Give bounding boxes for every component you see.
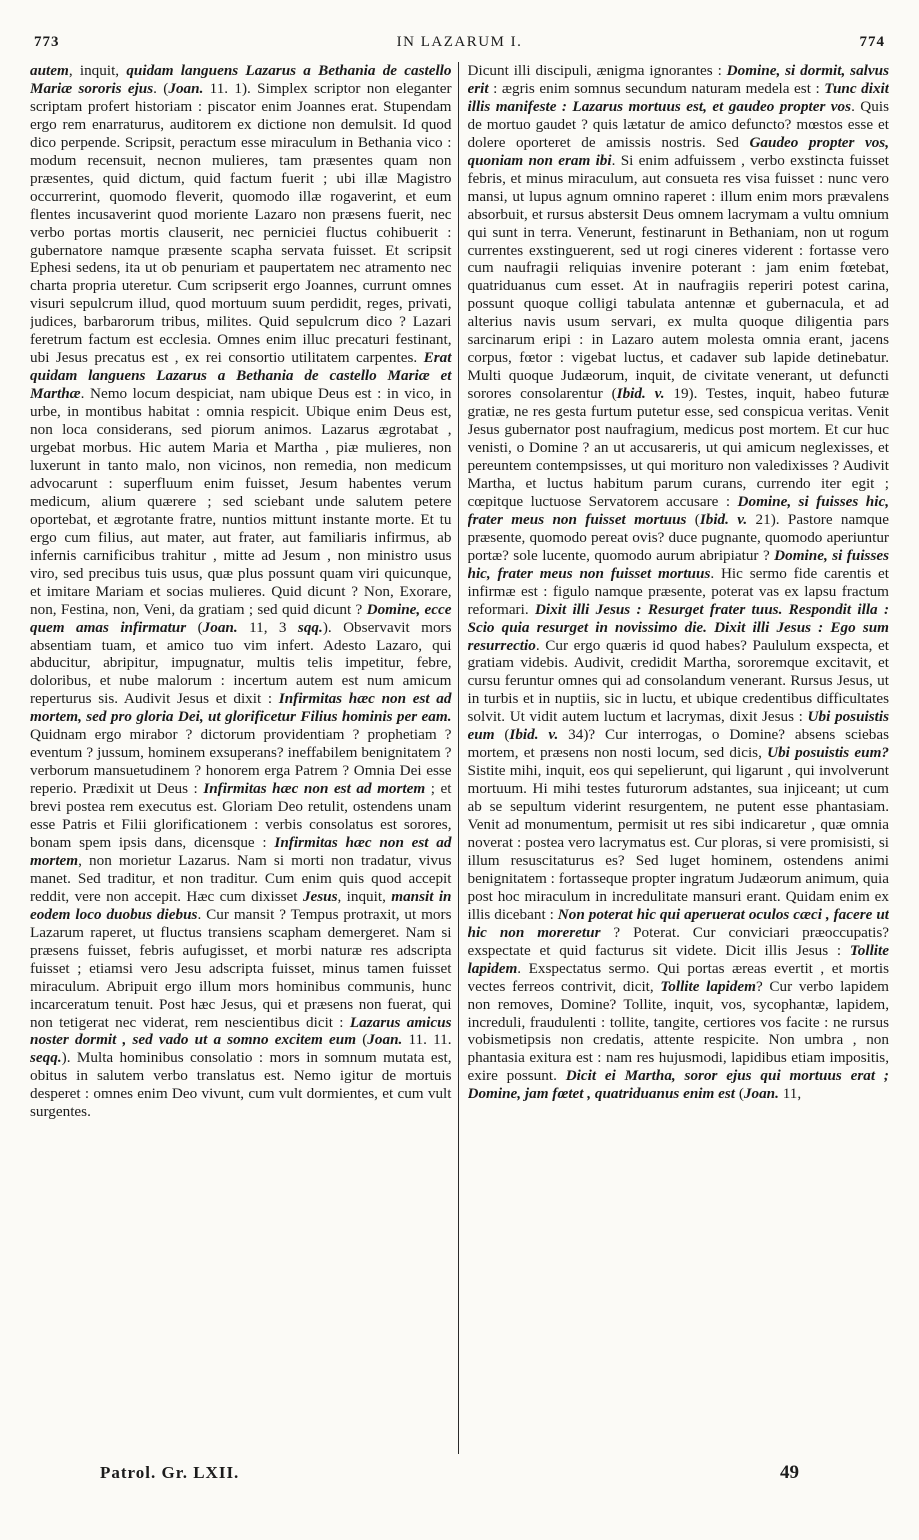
page-number-right: 774	[859, 34, 885, 50]
text-columns	[30, 62, 889, 1460]
column-right-text: Dicunt illi discipuli, ænigma ignorantes : Domine, si dormit, salvus erit : ægris enim somnus secundum naturam medela est : Tunc dixit illis manifeste : Lazarus mortuus est, et gaudeo propter vos. Quis de mortuo gaudet ? quis lætatur de amico defuncto? mœstos esse et dolere oporteret de amissis nostris. Sed Gaudeo propter vos, quoniam non eram ibi. Si enim adfuissem , verbo exstincta fuisset febris, et minus miraculum, aut consueta res visa fuisset : nunc vero mansi, ut lupus agnum omnino raperet : illum enim mors prævalens absorbuit, et rursus abstersit Deus omnem lacrymam a vultu omnium qui sunt in terra. Venerunt, festinarunt in Bethaniam, non ut rogum currentes exstinguerent, sed ut rogi cineres viderent : fortasse vero cum naufragii reliquias invenire poterant : jam enim fœtebat, quatriduanus cum esset. At in naufragiis reperiri potest carina, possunt quoque colligi tabulata antennæ et gubernacula, et ad alterius navis usum servari, ex multa quoque diligentia pars sarcinarum eripi : in Lazaro autem molesta omnia erant, jacens corpus, fœtor : vigebat luctus, et cadaver sub lapide detinebatur. Multi quoque Judæorum, inquit, de civitate venerant, ut defuncti sorores consolarentur (Ibid. v. 19). Testes, inquit, habeo futuræ gratiæ, ne res gesta furtum putetur esse, sed conspicua veritas. Venit Jesus gubernator post naufragium, medicus post mortem. Et cur huc venisti, o Domine ? an ut accusareris, ut qui amicum neglexisses, et pereuntem contempsisses, ut qui morituro non valedixisses ? Audivit Martha, et luctus habitum parum curans, currendo iter egit ; cœpitque luctuose Servatorem accusare : Domine, si fuisses hic, frater meus non fuisset mortuus (Ibid. v. 21). Pastore namque præsente, quomodo pereat ovis? duce pugnante, quomodo aperiuntur portæ? sole lucente, quomodo aurum abripiatur ? Domine, si fuisses hic, frater meus non fuisset mortuus. Hic sermo fide carentis et infirmæ est : figulo namque præsente, poterat vas ex lapsu fractum reformari. Dixit illi Jesus : Resurget frater tuus. Respondit illa : Scio quia resurget in novissimo die. Dixit illi Jesus : Ego sum resurrectio. Cur ergo quæris id quod habes? Paululum exspecta, et gratiam videbis. Audivit, credidit Martha, sororemque excitavit, et cursu feruntur omnes qui ad consolandum venerant. Rursus Jesus, ut in turbis et in nuptiis, sic in luctu, et ubique credentibus difficultates solvit. Ut vidit autem luctum et lacrymas, dixit Jesus : Ubi posuistis eum (Ibid. v. 34)? Cur interrogas, o Domine? absens sciebas mortem, et præsens non nosti locum, sed dicis, Ubi posuistis eum? Sistite mihi, inquit, eos qui sepelierunt, qui ligarunt , qui involverunt mortuum. Hi mihi testes futurorum adstantes, sua injiceant; ut cum ab se sepultum viderint resurgentem, ne putent esse phantasiam. Venit ad monumentum, permisit ut res sibi indicaretur , quæ omnia noverat : postea vero lacrymatus est. Cur ploras, si vere promisisti, si illum resuscitaturus es? Sed luget hominem, ostendens animi benignitatem : fortasseque propter ingratum Judæorum animum, quia post hoc miraculum in incredulitate mansuri erant. Quidam enim ex illis dicebant : Non poterat hic qui aperuerat oculos cæci , facere ut hic non moreretur ? Poterat. Cur conviciari præoccupatis? exspectate et quid facturus sit videte. Dicit illis Jesus : Tollite lapidem. Exspectatus sermo. Qui portas æreas evertit , et mortis vectes ferreos contrivit, dicit, Tollite lapidem? Cur verbo lapidem non removes, Domine? Tollite, inquit, vos, sycophantæ, lapidem, increduli, fraudulenti : tollite, tangite, certiores vos facite : ne rursus vobismetipsis non credatis, attente respicite. Non umbra , non phantasia exitura est : nam res hujusmodi, lapidibus etiam impositis, exire possunt. Dicit ei Martha, soror ejus qui mortuus erat ; Domine, jam fœtet , quatriduanus enim est (Joan. 11,	[467, 62, 889, 1103]
column-left-text: autem, inquit, quidam languens Lazarus a Bethania de castello Mariæ sororis ejus. (Joan. 11. 1). Simplex scriptor non eleganter scriptam profert historiam : piscator enim Joannes erat. Stupendam ergo rem enarraturus, auditorem ex dictione non demulsit. Id quod dico perpende. Scripsit, peractum esse miraculum in Bethania vico : modum recensuit, necnon mulieres, tam præsentes quam non præsentes, quid dictum, quid factum fuerit ; ubi illæ Magistro occurrerint, quomodo fleverit, quomodo illæ rogaverint, et eum flentes incusaverint quod moriente Lazaro non præsens fuerit, nec verbo portas mortis clauserit, nec perniciei fluctus cohibuerit : gubernatore namque præsente scapha servata fuisset. Et scripsit Ephesi sedens, ita ut ob penuriam et paupertatem nec atramento nec charta propria uteretur. Cum scripserit ergo Joannes, currunt omnes visuri sepulcrum illud, quod mortuum suum perdidit, reges, privati, judices, barbarorum tribus, milites. Quid sepulcrum dico ? Lazari feretrum factum est ecclesia. Omnes enim illuc precaturi festinant, ubi Jesus precatus est , ex rei consortio utilitatem carpentes. Erat quidam languens Lazarus a Bethania de castello Mariæ et Marthæ. Nemo locum despiciat, nam ubique Deus est : in vico, in urbe, in montibus habitat : omnia respicit. Ubique enim Deus est, non loca considerans, sed piorum animos. Lazarus ægrotabat , urgebat morbus. Hic autem Maria et Martha , piæ mulieres, non luxerunt in tanto malo, non vicinos, non remedia, non medicum advocarunt : superfluum enim fuisset, Jesum habentes verum medicum, alium quærere ; sed sciebant unde salutem petere oportebat, et ægrotante fratre, nuntios mittunt instante morte. Et tu ergo cum filius, aut mater, aut frater, aut familiaris infirmus, ab infernis carnificibus trahitur , mitte ad Jesum , non ministro usus viro, sed precibus tuis usus, quæ plus possunt quam viri quicunque, et imitare Mariam et socias mulieres. Quid dicunt ? Non, Exorare, non, Festina, non, Veni, da gratiam ; sed quid dicunt ? Domine, ecce quem amas infirmatur (Joan. 11, 3 sqq.). Observavit mors absentiam tuam, et amico tuo vim infert. Adesto Lazaro, qui abducitur, abripitur, impugnatur, multis telis impetitur, febre, doloribus, et nube malorum : incertum autem est num amicum reperturus sis. Audivit Jesus et dixit : Infirmitas hæc non est ad mortem, sed pro gloria Dei, ut glorificetur Filius hominis per eam. Quidnam ergo mirabor ? dictorum providentiam ? prophetiam ? eventum ? jussum, hominem exsuperans? ineffabilem benignitatem ? verborum mansuetudinem ? honorem erga Patrem ? Omnia Dei esse reperio. Prædixit ut Deus : Infirmitas hæc non est ad mortem ; et brevi postea rem executus est. Gloriam Deo retulit, ostendens unam esse Patris et Filii glorificationem : verbis consolatus est sorores, bonam spem ipsis dans, dicensque : Infirmitas hæc non est ad mortem, non morietur Lazarus. Nam si morti non tradatur, vivus manet. Sed traditur, et non traditur. Cum enim quis quod accepit reddit, vere non accepit. Hæc cum dixisset Jesus, inquit, mansit in eodem loco duobus diebus. Cur mansit ? Tempus protraxit, ut mors Lazarum raperet, ut fluctus transiens scapham demergeret. Nam si præsens fuisset, febris aufugisset, et morbi naturæ res adscripta fuisset ; etiamsi vero Jesu adscripta fuisset, minus tamen fuisset miraculum. Abripuit ergo illum mors hominibus communis, hunc incarceratum tenuit. Post hæc Jesus, qui et præsens non fuerat, qui non tetigerat nec viderat, rem nescientibus dicit : Lazarus amicus noster dormit , sed vado ut a somno excitem eum (Joan. 11. 11. seqq.). Multa hominibus consolatio : mors in somnum mutata est, obitus in salutem verbo translatus est. Nemo igitur de mortuis desperet : omnes enim Deo vivunt, cum vult dormientes, et cum vult surgentes.	[30, 62, 452, 1121]
column-left	[30, 62, 452, 1460]
gathering-signature: 49	[780, 1462, 799, 1483]
running-title: IN LAZARUM I.	[396, 34, 523, 50]
series-signature: Patrol. Gr. LXII.	[100, 1463, 240, 1482]
page-footer	[100, 1462, 799, 1492]
column-divider	[458, 62, 459, 1454]
page-number-left: 773	[34, 34, 60, 50]
column-right	[468, 62, 890, 1460]
running-header	[34, 34, 885, 58]
